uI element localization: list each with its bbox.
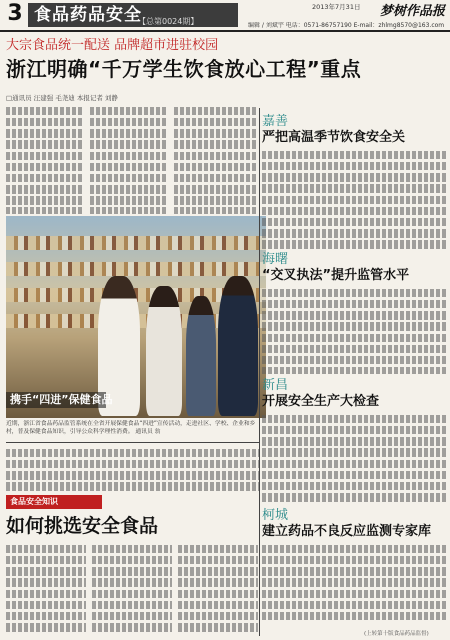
bottom-body-column-1 — [6, 542, 86, 634]
footer-note: (上转第十版食品药品监督) — [364, 631, 429, 637]
sidebar-region-haishu: 海曙 — [262, 252, 289, 267]
column-divider — [259, 108, 260, 636]
editor-contact: 编辑 / 刘斌宇 电话：0571-86757190 E-mail：zhlmg8570@163.com — [248, 22, 445, 29]
lead-body-continued — [6, 446, 260, 492]
sidebar-region-kecheng: 柯城 — [262, 508, 289, 523]
page-header — [0, 0, 450, 32]
sidebar-headline-xinchang: 开展安全生产大检查 — [262, 394, 380, 409]
photo-overlay-caption: 携手“四进”保健食品 — [10, 393, 113, 406]
sidebar-region-jiashan: 嘉善 — [262, 114, 289, 129]
sidebar-headline-haishu: “交叉执法”提升监管水平 — [262, 268, 410, 283]
lead-byline: □通讯员 汪建强 毛尧迪 本报记者 刘静 — [6, 94, 118, 102]
sidebar-region-xinchang: 新昌 — [262, 378, 289, 393]
newspaper-masthead: 梦树作品报 — [380, 4, 446, 19]
sidebar-headline-kecheng: 建立药品不良反应监测专家库 — [262, 524, 432, 539]
sidebar-body-kecheng — [262, 542, 448, 628]
photo-caption: 近期，浙江省食品药品监管系统在全省开展保健食品“四进”宣传活动，走进社区、学校、企业和乡村，普及保健食品知识，引导公众科学理性消费。 通讯员 翁 — [6, 421, 256, 435]
lead-body-column-3 — [174, 104, 258, 214]
sidebar-body-xinchang — [262, 412, 448, 504]
news-photo — [6, 216, 266, 418]
sidebar-body-haishu — [262, 286, 448, 374]
lead-headline: 浙江明确“千万学生饮食放心工程”重点 — [6, 57, 362, 81]
publish-date: 2013年7月31日 — [312, 3, 361, 11]
bottom-body-column-2 — [92, 542, 172, 634]
bottom-headline: 如何挑选安全食品 — [6, 515, 159, 537]
sidebar-headline-jiashan: 严把高温季节饮食安全关 — [262, 130, 406, 145]
sidebar-body-jiashan — [262, 148, 448, 250]
bottom-body-column-3 — [178, 542, 258, 634]
issue-number: 【总第0024期】 — [138, 17, 199, 26]
knowledge-tag-label: 食品安全知识 — [10, 497, 58, 506]
lead-body-column-2 — [90, 104, 168, 214]
page-number: 3 — [7, 1, 23, 26]
section-title: 食品药品安全 — [34, 5, 142, 25]
lead-body-column-1 — [6, 104, 84, 214]
section-divider — [6, 442, 260, 443]
lead-subtitle: 大宗食品统一配送 品牌超市进驻校园 — [6, 38, 219, 53]
